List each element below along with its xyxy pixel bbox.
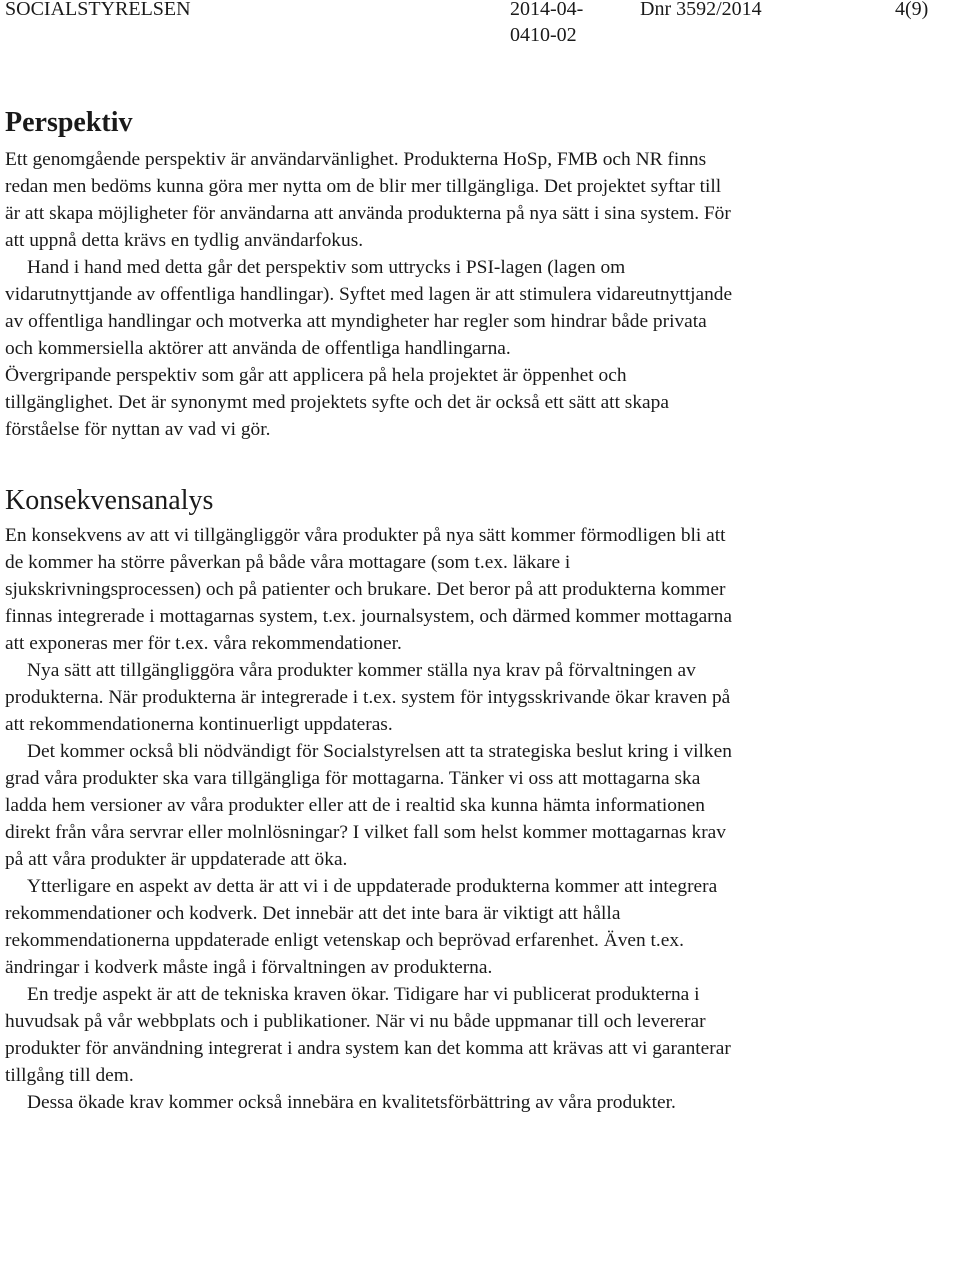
section-heading: Perspektiv [5, 107, 133, 138]
paragraph: Övergripande perspektiv som går att applicera på hela projektet är öppenhet och tillgänglighet. Det är synonymt med projektets syfte och det är också ett sätt att skapa förståelse för nyttan av vad vi gör. [5, 365, 669, 440]
paragraph: Nya sätt att tillgängliggöra våra produkter kommer ställa nya krav på förvaltningen av produkterna. När produkterna är integrerade i t.ex. system för intygsskrivande ökar kraven på att rekommendationerna kontinuerligt uppdateras. [5, 660, 731, 735]
document-date: 2014-04-0410-02 [510, 0, 584, 46]
document-body [5, 104, 735, 1116]
paragraph: Dessa ökade krav kommer också innebära en kvalitetsförbättring av våra produkter. [27, 1092, 676, 1113]
section-konsekvensanalys [5, 482, 735, 1116]
section-heading: Konsekvensanalys [5, 485, 214, 516]
page-number: 4(9) [895, 0, 929, 20]
paragraph: Ytterligare en aspekt av detta är att vi i de uppdaterade produkterna kommer att integrera rekommendationer och kodverk. Det innebär att det inte bara är viktigt att hålla rekommendationerna uppdaterade enligt vetenskap och beprövad erfarenhet. Även t.ex. ändringar i kodverk måste ingå i förvaltningen av produkterna. [5, 876, 718, 978]
paragraph: Hand i hand med detta går det perspektiv som uttrycks i PSI-lagen (lagen om vidarutnyttjande av offentliga handlingar). Syftet med lagen är att stimulera vidareutnyttjande av offentliga handlingar och motverka att myndigheter har regler som hindrar både privata och kommersiella aktörer att använda de offentliga handlingarna. [5, 257, 733, 359]
paragraph: En tredje aspekt är att de tekniska kraven ökar. Tidigare har vi publicerat produkterna i huvudsak på vår webbplats och i publikationer. När vi nu både uppmanar till och levererar produkter för användning integrerat i andra system kan det komma att krävas att vi garanterar tillgång till dem. [5, 984, 731, 1086]
organization-name: SOCIALSTYRELSEN [5, 0, 191, 20]
paragraph: En konsekvens av att vi tillgängliggör våra produkter på nya sätt kommer förmodligen bli att de kommer ha större påverkan på både våra mottagare (som t.ex. läkare i sjukskrivningsprocessen) och på patienter och brukare. Det beror på att produkterna kommer finnas integrerade i mottagarnas system, t.ex. journalsystem, och därmed kommer mottagarna att exponeras mer för t.ex. våra rekommendationer. [5, 525, 732, 654]
document-number: Dnr 3592/2014 [640, 0, 762, 20]
paragraph: Det kommer också bli nödvändigt för Socialstyrelsen att ta strategiska beslut kring i vilken grad våra produkter ska vara tillgängliga för mottagarna. Tänker vi oss att mottagarna ska ladda hem versioner av våra produkter eller att de i realtid ska kunna hämta informationen direkt från våra servrar eller molnlösningar? I vilket fall som helst kommer mottagarnas krav på att våra produkter är uppdaterade att öka. [5, 741, 732, 870]
page-header [0, 0, 960, 60]
paragraph: Ett genomgående perspektiv är användarvänlighet. Produkterna HoSp, FMB och NR finns redan men bedöms kunna göra mer nytta om de blir mer tillgängliga. Det projektet syftar till är att skapa möjligheter för användarna att använda produkterna på nya sätt i sina system. För att uppnå detta krävs en tydlig användarfokus. [5, 149, 731, 251]
section-perspektiv [5, 104, 735, 443]
